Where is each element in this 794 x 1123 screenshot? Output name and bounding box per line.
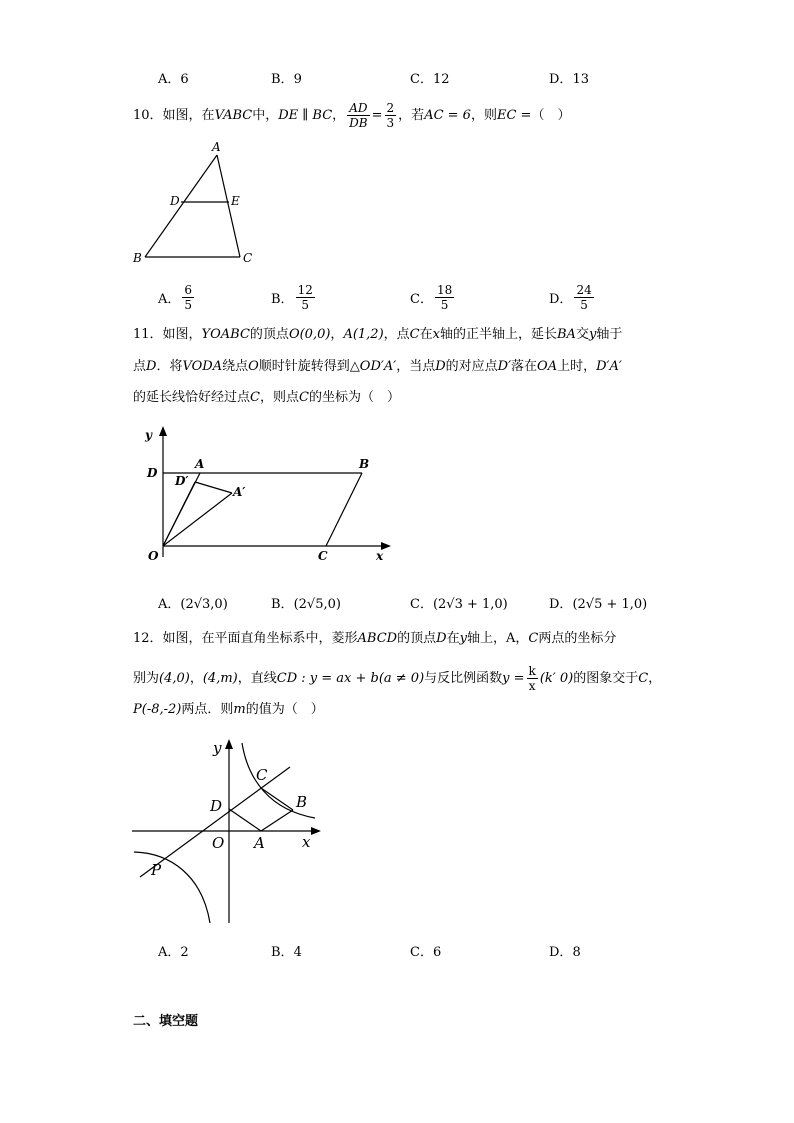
q12-stem-line3: P(-8,-2)两点．则m的值为（ ） [133, 702, 324, 717]
q11-stem-line1: 11．如图，YOABC的顶点O(0,0)，A(1,2)，点C在x轴的正半轴上，延长BA交y轴于 [133, 327, 623, 342]
q11-parallelogram-figure [140, 422, 395, 567]
q10-option-c: C． $\frac{18}{5}$ [410, 283, 453, 312]
q11-option-d: D．(2√5 + 1,0) [549, 597, 648, 612]
q11-label-d: D [147, 466, 158, 480]
q12-coordinate-figure [130, 735, 325, 930]
q12-label-y: y [213, 739, 222, 757]
q10-triangle-figure [130, 140, 260, 270]
q12-y-arrow-icon [225, 739, 233, 749]
q10-ratio-fraction: $\frac{AD}{DB}$ [349, 101, 368, 130]
q11-stem-line3: 的延长线恰好经过点C，则点C的坐标为（ ） [133, 390, 400, 405]
q11-label-x: x [376, 549, 384, 563]
q11-label-dprime: D′ [175, 474, 189, 488]
q12-x-arrow-icon [311, 827, 321, 835]
q11-y-arrow-icon [159, 426, 167, 436]
q10-stem: 10．如图，在VABC中，DE ∥ BC， $\frac{AD}{DB}$ = $\frac{2}{3}$ ，若AC = 6，则EC =（ ） [133, 101, 571, 130]
q9-option-b: B．9 [271, 72, 302, 87]
q11-label-b: B [359, 457, 370, 471]
q12-stem-line2: 别为(4,0)，(4,m)，直线CD : y = ax + b(a ≠ 0)与反比例函数y = $\frac{k}{x}$ (k′ 0)的图象交于C， [133, 664, 662, 693]
q10-label-c: C [243, 251, 253, 265]
q12-label-o: O [212, 834, 225, 852]
q11-option-c: C．(2√3 + 1,0) [410, 597, 508, 612]
q12-label-b: B [296, 793, 308, 811]
q11-label-a: A [195, 457, 205, 471]
q12-stem-line1: 12．如图，在平面直角坐标系中，菱形ABCD的顶点D在y轴上，A，C两点的坐标分 [133, 631, 617, 646]
q10-label-d: D [170, 194, 180, 208]
q10-label-b: B [133, 251, 142, 265]
q12-label-x: x [302, 833, 311, 851]
q9-option-c: C．12 [410, 72, 450, 87]
q12-option-b: B．4 [271, 945, 302, 960]
q10-option-a: A． $\frac{6}{5}$ [158, 283, 193, 312]
q12-label-p: P [151, 861, 162, 879]
q11-label-o: O [148, 549, 159, 563]
section-heading: 二、填空题 [133, 1014, 199, 1029]
q11-label-c: C [318, 549, 328, 563]
q11-label-aprime: A′ [233, 485, 246, 499]
q10-option-d: D． $\frac{24}{5}$ [549, 283, 592, 312]
q9-option-d: D．13 [549, 72, 589, 87]
q10-label-a: A [212, 140, 221, 154]
q10-option-b: B． $\frac{12}{5}$ [271, 283, 313, 312]
q12-k-over-x-fraction: $\frac{k}{x}$ [528, 664, 536, 693]
q11-option-b: B．(2√5,0) [271, 597, 341, 612]
q12-label-d: D [210, 797, 223, 815]
q10-label-e: E [231, 194, 240, 208]
q11-label-y: y [145, 428, 152, 442]
q10-value-fraction: $\frac{2}{3}$ [386, 101, 395, 130]
q12-option-a: A．2 [158, 945, 189, 960]
q9-option-a: A．6 [158, 72, 189, 87]
q12-label-a: A [254, 834, 265, 852]
q12-option-d: D．8 [549, 945, 581, 960]
q11-stem-line2: 点D．将VODA绕点O顺时针旋转得到△OD′A′，当点D的对应点D′落在OA上时，D′A′ [133, 359, 622, 374]
q12-label-c: C [256, 766, 268, 784]
q11-option-a: A．(2√3,0) [158, 597, 228, 612]
q12-option-c: C．6 [410, 945, 442, 960]
